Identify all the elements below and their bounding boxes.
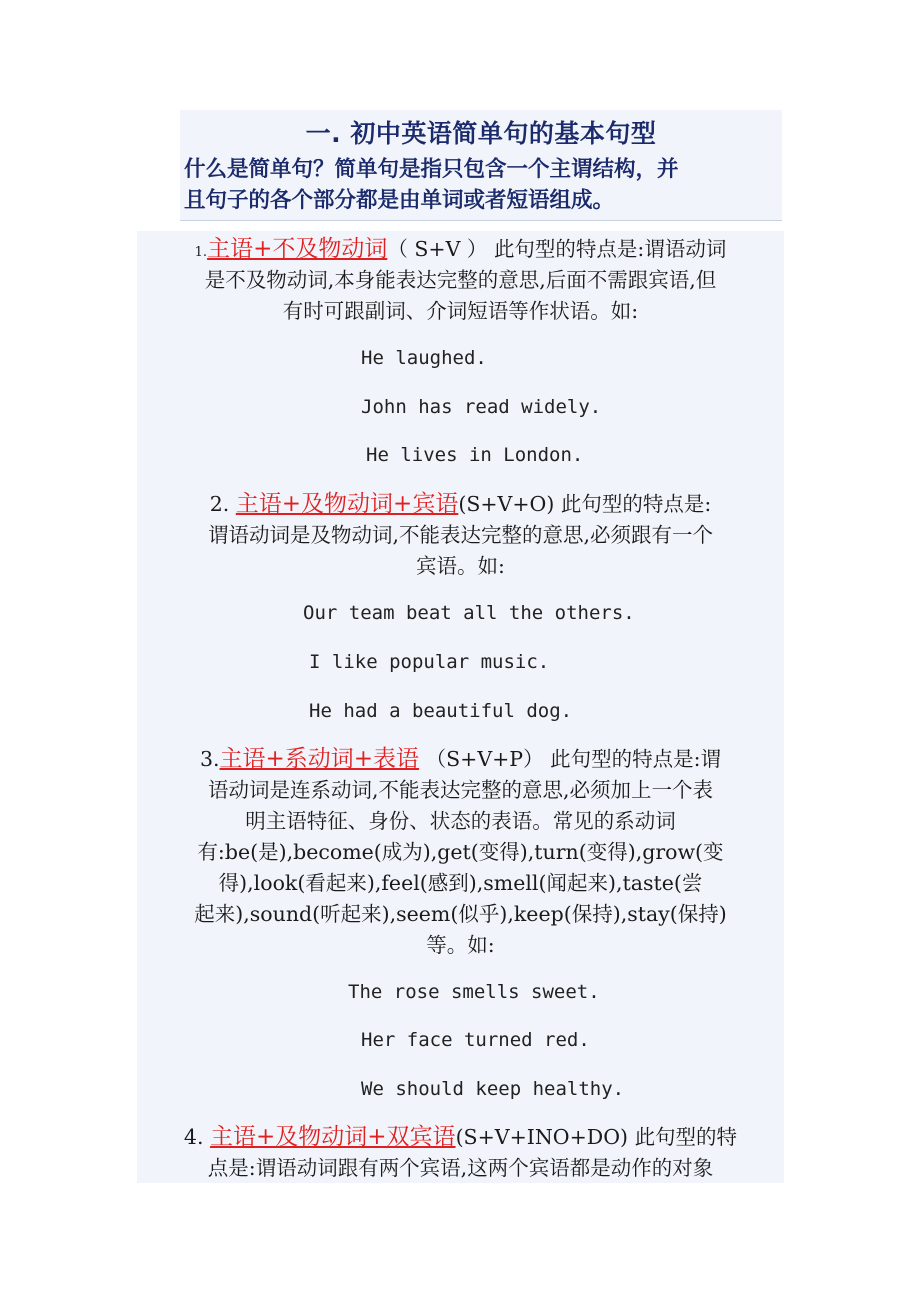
section-desc-line: 明主语特征、身份、状态的表语。常见的系动词 [245, 809, 676, 833]
section-desc-line: 等。如: [426, 933, 495, 957]
section-number: 4. [183, 1125, 204, 1149]
section-number: 3. [199, 747, 220, 771]
section-desc-line: 是不及物动词,本身能表达完整的意思,后面不需跟宾语,但 [204, 268, 717, 292]
example-sentence: I like popular music. [309, 651, 550, 673]
section-4-heading [137, 1122, 784, 1153]
section-desc: 此句型的特 [634, 1125, 738, 1149]
section-2-heading [137, 489, 784, 520]
example-sentence: John has read widely. [361, 396, 602, 418]
section-desc: 此句型的特点是: [560, 492, 712, 516]
section-desc: 此句型的特点是:谓语动词 [493, 237, 727, 261]
section-number: 2. [209, 492, 230, 516]
pattern-name: 主语+及物动词+双宾语 [210, 1124, 456, 1150]
example-sentence: We should keep healthy. [361, 1078, 625, 1100]
section-number: 1. [194, 245, 208, 260]
example-sentence: He lives in London. [366, 444, 584, 466]
example-sentence: He had a beautiful dog. [309, 700, 573, 722]
section-desc-line: 点是:谓语动词跟有两个宾语,这两个宾语都是动作的对象 [207, 1156, 714, 1180]
pattern-code: （ S+V ） [387, 237, 488, 261]
section-desc-line: 谓语动词是及物动词,不能表达完整的意思,必须跟有一个 [207, 523, 714, 547]
example-sentence: He laughed. [361, 347, 487, 369]
section-1-heading [137, 234, 784, 268]
pattern-name: 主语+及物动词+宾语 [235, 491, 459, 517]
pattern-code: (S+V+O) [458, 492, 555, 516]
section-desc-line: 有时可跟副词、介词短语等作状语。如: [282, 299, 639, 323]
pattern-code: （S+V+P） [425, 747, 544, 771]
example-sentence: The rose smells sweet. [348, 981, 600, 1003]
section-desc-line: 起来),sound(听起来),seem(似乎),keep(保持),stay(保持) [194, 902, 727, 926]
intro-text [184, 154, 780, 216]
section-3-heading [137, 744, 784, 775]
intro-line: 什么是简单句？简单句是指只包含一个主谓结构，并 [184, 157, 679, 182]
pattern-name: 主语+系动词+表语 [219, 746, 420, 772]
pattern-code: (S+V+INO+DO) [455, 1125, 629, 1149]
section-desc-line: 得),look(看起来),feel(感到),smell(闻起来),taste(尝 [218, 871, 703, 895]
section-desc: 此句型的特点是:谓 [550, 747, 722, 771]
section-desc-line: 宾语。如: [416, 554, 505, 578]
example-sentence: Our team beat all the others. [303, 602, 635, 624]
section-desc-line: 语动词是连系动词,不能表达完整的意思,必须加上一个表 [207, 778, 714, 802]
page-title: 一. 初中英语简单句的基本句型 [305, 119, 657, 148]
intro-line: 且句子的各个部分都是由单词或者短语组成。 [184, 188, 615, 213]
pattern-name: 主语+不及物动词 [207, 236, 388, 262]
heading-panel [180, 110, 782, 221]
section-desc-line: 有:be(是),become(成为),get(变得),turn(变得),grow(变 [197, 840, 724, 864]
example-sentence: Her face turned red. [361, 1029, 590, 1051]
